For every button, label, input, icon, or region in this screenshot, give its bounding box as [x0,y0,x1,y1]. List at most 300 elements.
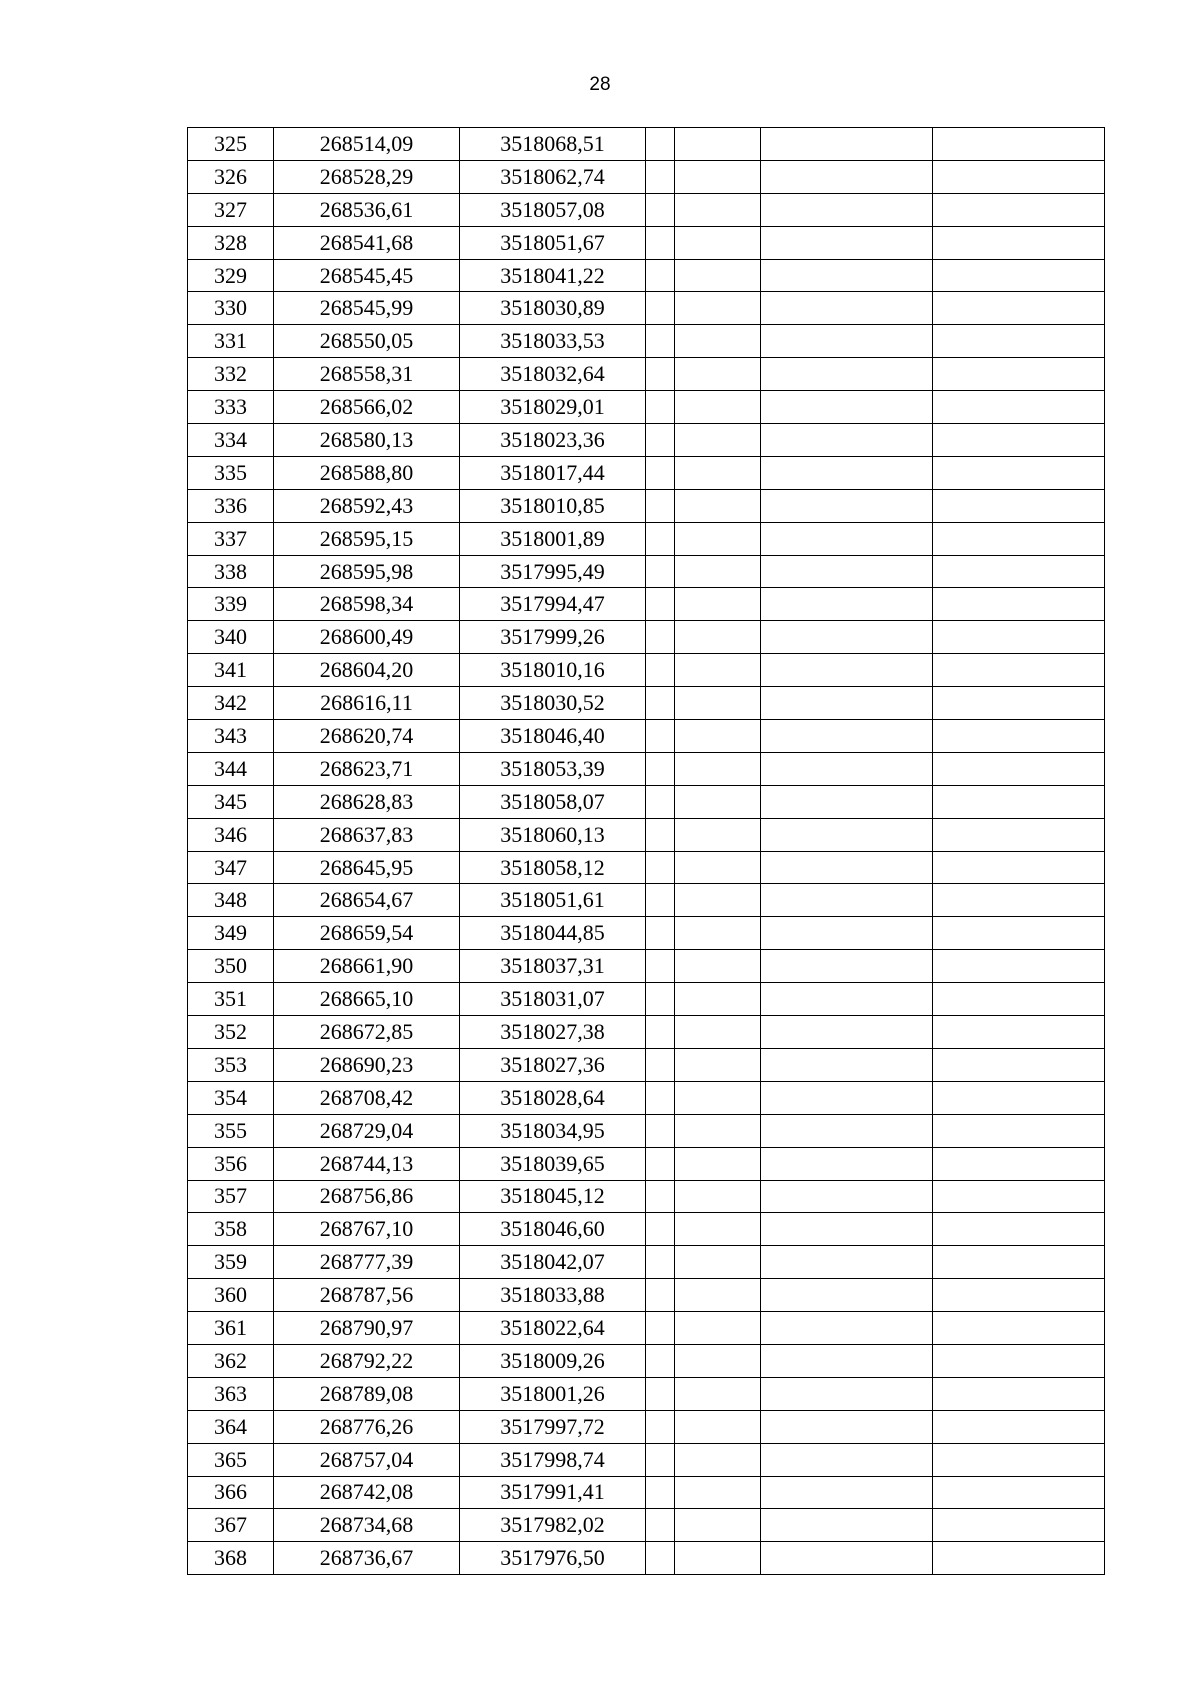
y-coordinate-cell: 3518053,39 [460,752,646,785]
x-coordinate-cell: 268595,15 [274,522,460,555]
y-coordinate-cell: 3518027,36 [460,1048,646,1081]
empty-cell [675,358,761,391]
empty-cell [761,128,933,161]
empty-cell [933,1213,1105,1246]
x-coordinate-cell: 268514,09 [274,128,460,161]
empty-cell [761,193,933,226]
x-coordinate-cell: 268628,83 [274,785,460,818]
x-coordinate-cell: 268690,23 [274,1048,460,1081]
empty-cell [675,1246,761,1279]
empty-cell [933,160,1105,193]
y-coordinate-cell: 3518045,12 [460,1180,646,1213]
empty-cell [646,1312,675,1345]
empty-cell [933,424,1105,457]
table-row [188,1509,1105,1542]
x-coordinate-cell: 268637,83 [274,818,460,851]
x-coordinate-cell: 268734,68 [274,1509,460,1542]
empty-cell [646,1114,675,1147]
empty-cell [933,1048,1105,1081]
point-number-cell: 354 [188,1081,274,1114]
point-number-cell: 330 [188,292,274,325]
x-coordinate-cell: 268787,56 [274,1279,460,1312]
empty-cell [933,259,1105,292]
y-coordinate-cell: 3518030,52 [460,687,646,720]
x-coordinate-cell: 268623,71 [274,752,460,785]
y-coordinate-cell: 3518051,61 [460,884,646,917]
point-number-cell: 366 [188,1476,274,1509]
table-row [188,424,1105,457]
empty-cell [675,424,761,457]
empty-cell [646,818,675,851]
empty-cell [646,687,675,720]
empty-cell [761,588,933,621]
point-number-cell: 351 [188,983,274,1016]
empty-cell [933,1312,1105,1345]
y-coordinate-cell: 3518023,36 [460,424,646,457]
empty-cell [675,983,761,1016]
point-number-cell: 360 [188,1279,274,1312]
empty-cell [761,983,933,1016]
empty-cell [761,1147,933,1180]
empty-cell [761,785,933,818]
x-coordinate-cell: 268580,13 [274,424,460,457]
empty-cell [761,1081,933,1114]
empty-cell [675,588,761,621]
x-coordinate-cell: 268736,67 [274,1542,460,1575]
empty-cell [646,1048,675,1081]
point-number-cell: 328 [188,226,274,259]
table-row [188,1279,1105,1312]
table-row [188,884,1105,917]
table-row [188,1016,1105,1049]
empty-cell [933,128,1105,161]
empty-cell [933,588,1105,621]
y-coordinate-cell: 3518060,13 [460,818,646,851]
empty-cell [675,160,761,193]
empty-cell [675,851,761,884]
empty-cell [761,818,933,851]
empty-cell [646,720,675,753]
point-number-cell: 332 [188,358,274,391]
coordinates-table-body [188,128,1105,1575]
empty-cell [933,1509,1105,1542]
table-row [188,259,1105,292]
y-coordinate-cell: 3518034,95 [460,1114,646,1147]
table-row [188,1180,1105,1213]
empty-cell [675,687,761,720]
y-coordinate-cell: 3517991,41 [460,1476,646,1509]
y-coordinate-cell: 3518068,51 [460,128,646,161]
empty-cell [933,358,1105,391]
empty-cell [646,193,675,226]
empty-cell [675,1377,761,1410]
y-coordinate-cell: 3518010,85 [460,489,646,522]
empty-cell [933,1443,1105,1476]
x-coordinate-cell: 268600,49 [274,621,460,654]
y-coordinate-cell: 3518028,64 [460,1081,646,1114]
table-row [188,555,1105,588]
empty-cell [675,1410,761,1443]
y-coordinate-cell: 3518037,31 [460,950,646,983]
point-number-cell: 347 [188,851,274,884]
empty-cell [646,654,675,687]
x-coordinate-cell: 268756,86 [274,1180,460,1213]
empty-cell [646,1180,675,1213]
empty-cell [646,1344,675,1377]
empty-cell [933,621,1105,654]
empty-cell [761,1476,933,1509]
point-number-cell: 326 [188,160,274,193]
empty-cell [933,1344,1105,1377]
empty-cell [646,983,675,1016]
point-number-cell: 363 [188,1377,274,1410]
empty-cell [761,489,933,522]
table-row [188,588,1105,621]
empty-cell [675,1279,761,1312]
table-row [188,325,1105,358]
empty-cell [675,1443,761,1476]
empty-cell [646,621,675,654]
y-coordinate-cell: 3518030,89 [460,292,646,325]
empty-cell [646,424,675,457]
empty-cell [675,1344,761,1377]
table-row [188,1246,1105,1279]
empty-cell [675,818,761,851]
empty-cell [675,1114,761,1147]
empty-cell [646,1476,675,1509]
x-coordinate-cell: 268616,11 [274,687,460,720]
empty-cell [933,1016,1105,1049]
point-number-cell: 327 [188,193,274,226]
y-coordinate-cell: 3518058,07 [460,785,646,818]
x-coordinate-cell: 268672,85 [274,1016,460,1049]
table-row [188,128,1105,161]
empty-cell [646,1246,675,1279]
empty-cell [761,1016,933,1049]
empty-cell [675,456,761,489]
point-number-cell: 367 [188,1509,274,1542]
point-number-cell: 333 [188,391,274,424]
empty-cell [675,325,761,358]
x-coordinate-cell: 268545,99 [274,292,460,325]
empty-cell [761,720,933,753]
point-number-cell: 342 [188,687,274,720]
empty-cell [675,489,761,522]
point-number-cell: 361 [188,1312,274,1345]
point-number-cell: 359 [188,1246,274,1279]
empty-cell [675,884,761,917]
point-number-cell: 331 [188,325,274,358]
x-coordinate-cell: 268777,39 [274,1246,460,1279]
x-coordinate-cell: 268792,22 [274,1344,460,1377]
table-row [188,1081,1105,1114]
y-coordinate-cell: 3518044,85 [460,917,646,950]
x-coordinate-cell: 268659,54 [274,917,460,950]
empty-cell [646,1509,675,1542]
empty-cell [675,1542,761,1575]
page-number: 28 [589,74,611,95]
empty-cell [646,785,675,818]
point-number-cell: 337 [188,522,274,555]
x-coordinate-cell: 268598,34 [274,588,460,621]
x-coordinate-cell: 268550,05 [274,325,460,358]
y-coordinate-cell: 3518001,89 [460,522,646,555]
empty-cell [675,654,761,687]
empty-cell [761,950,933,983]
y-coordinate-cell: 3517994,47 [460,588,646,621]
y-coordinate-cell: 3518033,88 [460,1279,646,1312]
y-coordinate-cell: 3518041,22 [460,259,646,292]
empty-cell [646,555,675,588]
empty-cell [646,851,675,884]
x-coordinate-cell: 268604,20 [274,654,460,687]
empty-cell [933,720,1105,753]
point-number-cell: 349 [188,917,274,950]
y-coordinate-cell: 3517999,26 [460,621,646,654]
empty-cell [646,128,675,161]
empty-cell [933,983,1105,1016]
empty-cell [933,1279,1105,1312]
empty-cell [646,358,675,391]
empty-cell [646,950,675,983]
point-number-cell: 358 [188,1213,274,1246]
empty-cell [675,522,761,555]
table-row [188,1377,1105,1410]
x-coordinate-cell: 268790,97 [274,1312,460,1345]
point-number-cell: 364 [188,1410,274,1443]
x-coordinate-cell: 268645,95 [274,851,460,884]
point-number-cell: 365 [188,1443,274,1476]
empty-cell [646,1542,675,1575]
empty-cell [675,621,761,654]
y-coordinate-cell: 3517982,02 [460,1509,646,1542]
empty-cell [933,193,1105,226]
empty-cell [675,128,761,161]
empty-cell [933,456,1105,489]
empty-cell [675,391,761,424]
empty-cell [675,752,761,785]
x-coordinate-cell: 268776,26 [274,1410,460,1443]
y-coordinate-cell: 3518022,64 [460,1312,646,1345]
x-coordinate-cell: 268729,04 [274,1114,460,1147]
empty-cell [761,851,933,884]
point-number-cell: 350 [188,950,274,983]
empty-cell [646,1081,675,1114]
empty-cell [675,555,761,588]
y-coordinate-cell: 3518001,26 [460,1377,646,1410]
table-row [188,226,1105,259]
point-number-cell: 344 [188,752,274,785]
empty-cell [933,522,1105,555]
point-number-cell: 341 [188,654,274,687]
x-coordinate-cell: 268541,68 [274,226,460,259]
empty-cell [761,226,933,259]
empty-cell [933,917,1105,950]
x-coordinate-cell: 268654,67 [274,884,460,917]
point-number-cell: 346 [188,818,274,851]
empty-cell [933,1114,1105,1147]
empty-cell [675,785,761,818]
y-coordinate-cell: 3517998,74 [460,1443,646,1476]
empty-cell [675,917,761,950]
empty-cell [646,456,675,489]
empty-cell [646,292,675,325]
empty-cell [933,752,1105,785]
empty-cell [933,884,1105,917]
empty-cell [646,489,675,522]
table-row [188,489,1105,522]
table-row [188,358,1105,391]
empty-cell [933,1246,1105,1279]
empty-cell [761,1279,933,1312]
table-row [188,720,1105,753]
y-coordinate-cell: 3518029,01 [460,391,646,424]
empty-cell [761,884,933,917]
point-number-cell: 343 [188,720,274,753]
y-coordinate-cell: 3518046,60 [460,1213,646,1246]
x-coordinate-cell: 268536,61 [274,193,460,226]
empty-cell [646,752,675,785]
empty-cell [761,1377,933,1410]
empty-cell [933,555,1105,588]
y-coordinate-cell: 3518039,65 [460,1147,646,1180]
x-coordinate-cell: 268558,31 [274,358,460,391]
table-row [188,752,1105,785]
empty-cell [933,1180,1105,1213]
table-row [188,1213,1105,1246]
y-coordinate-cell: 3518033,53 [460,325,646,358]
x-coordinate-cell: 268665,10 [274,983,460,1016]
empty-cell [933,687,1105,720]
empty-cell [761,1312,933,1345]
table-row [188,621,1105,654]
y-coordinate-cell: 3518057,08 [460,193,646,226]
x-coordinate-cell: 268744,13 [274,1147,460,1180]
point-number-cell: 345 [188,785,274,818]
x-coordinate-cell: 268708,42 [274,1081,460,1114]
point-number-cell: 336 [188,489,274,522]
table-row [188,950,1105,983]
empty-cell [675,1180,761,1213]
empty-cell [761,917,933,950]
empty-cell [646,226,675,259]
empty-cell [761,1509,933,1542]
empty-cell [675,1509,761,1542]
empty-cell [646,588,675,621]
point-number-cell: 356 [188,1147,274,1180]
point-number-cell: 325 [188,128,274,161]
empty-cell [675,1016,761,1049]
point-number-cell: 355 [188,1114,274,1147]
empty-cell [933,1377,1105,1410]
table-row [188,818,1105,851]
y-coordinate-cell: 3518017,44 [460,456,646,489]
empty-cell [761,1180,933,1213]
table-row [188,456,1105,489]
y-coordinate-cell: 3518031,07 [460,983,646,1016]
empty-cell [933,1476,1105,1509]
empty-cell [761,259,933,292]
table-row [188,851,1105,884]
empty-cell [675,193,761,226]
empty-cell [646,1410,675,1443]
y-coordinate-cell: 3518010,16 [460,654,646,687]
x-coordinate-cell: 268592,43 [274,489,460,522]
empty-cell [761,1213,933,1246]
table-row [188,917,1105,950]
empty-cell [761,456,933,489]
empty-cell [675,1048,761,1081]
empty-cell [646,522,675,555]
table-row [188,1344,1105,1377]
empty-cell [933,226,1105,259]
table-row [188,1312,1105,1345]
table-row [188,522,1105,555]
empty-cell [761,1410,933,1443]
empty-cell [675,1147,761,1180]
coordinates-table [187,127,1105,1575]
empty-cell [675,1476,761,1509]
point-number-cell: 348 [188,884,274,917]
empty-cell [933,489,1105,522]
empty-cell [933,1081,1105,1114]
y-coordinate-cell: 3517997,72 [460,1410,646,1443]
empty-cell [933,851,1105,884]
empty-cell [646,259,675,292]
empty-cell [761,1542,933,1575]
table-row [188,160,1105,193]
empty-cell [933,1542,1105,1575]
point-number-cell: 329 [188,259,274,292]
empty-cell [761,358,933,391]
empty-cell [761,160,933,193]
empty-cell [646,884,675,917]
point-number-cell: 339 [188,588,274,621]
point-number-cell: 357 [188,1180,274,1213]
empty-cell [646,325,675,358]
empty-cell [646,1279,675,1312]
x-coordinate-cell: 268767,10 [274,1213,460,1246]
empty-cell [933,818,1105,851]
table-row [188,292,1105,325]
y-coordinate-cell: 3517976,50 [460,1542,646,1575]
y-coordinate-cell: 3518058,12 [460,851,646,884]
y-coordinate-cell: 3518051,67 [460,226,646,259]
x-coordinate-cell: 268545,45 [274,259,460,292]
table-row [188,391,1105,424]
point-number-cell: 362 [188,1344,274,1377]
empty-cell [675,720,761,753]
point-number-cell: 368 [188,1542,274,1575]
table-row [188,654,1105,687]
empty-cell [933,325,1105,358]
x-coordinate-cell: 268588,80 [274,456,460,489]
point-number-cell: 352 [188,1016,274,1049]
empty-cell [646,160,675,193]
empty-cell [761,1443,933,1476]
table-row [188,1048,1105,1081]
table-row [188,785,1105,818]
empty-cell [761,1114,933,1147]
x-coordinate-cell: 268789,08 [274,1377,460,1410]
empty-cell [675,259,761,292]
empty-cell [761,654,933,687]
empty-cell [761,325,933,358]
table-row [188,687,1105,720]
empty-cell [761,1246,933,1279]
point-number-cell: 353 [188,1048,274,1081]
x-coordinate-cell: 268595,98 [274,555,460,588]
